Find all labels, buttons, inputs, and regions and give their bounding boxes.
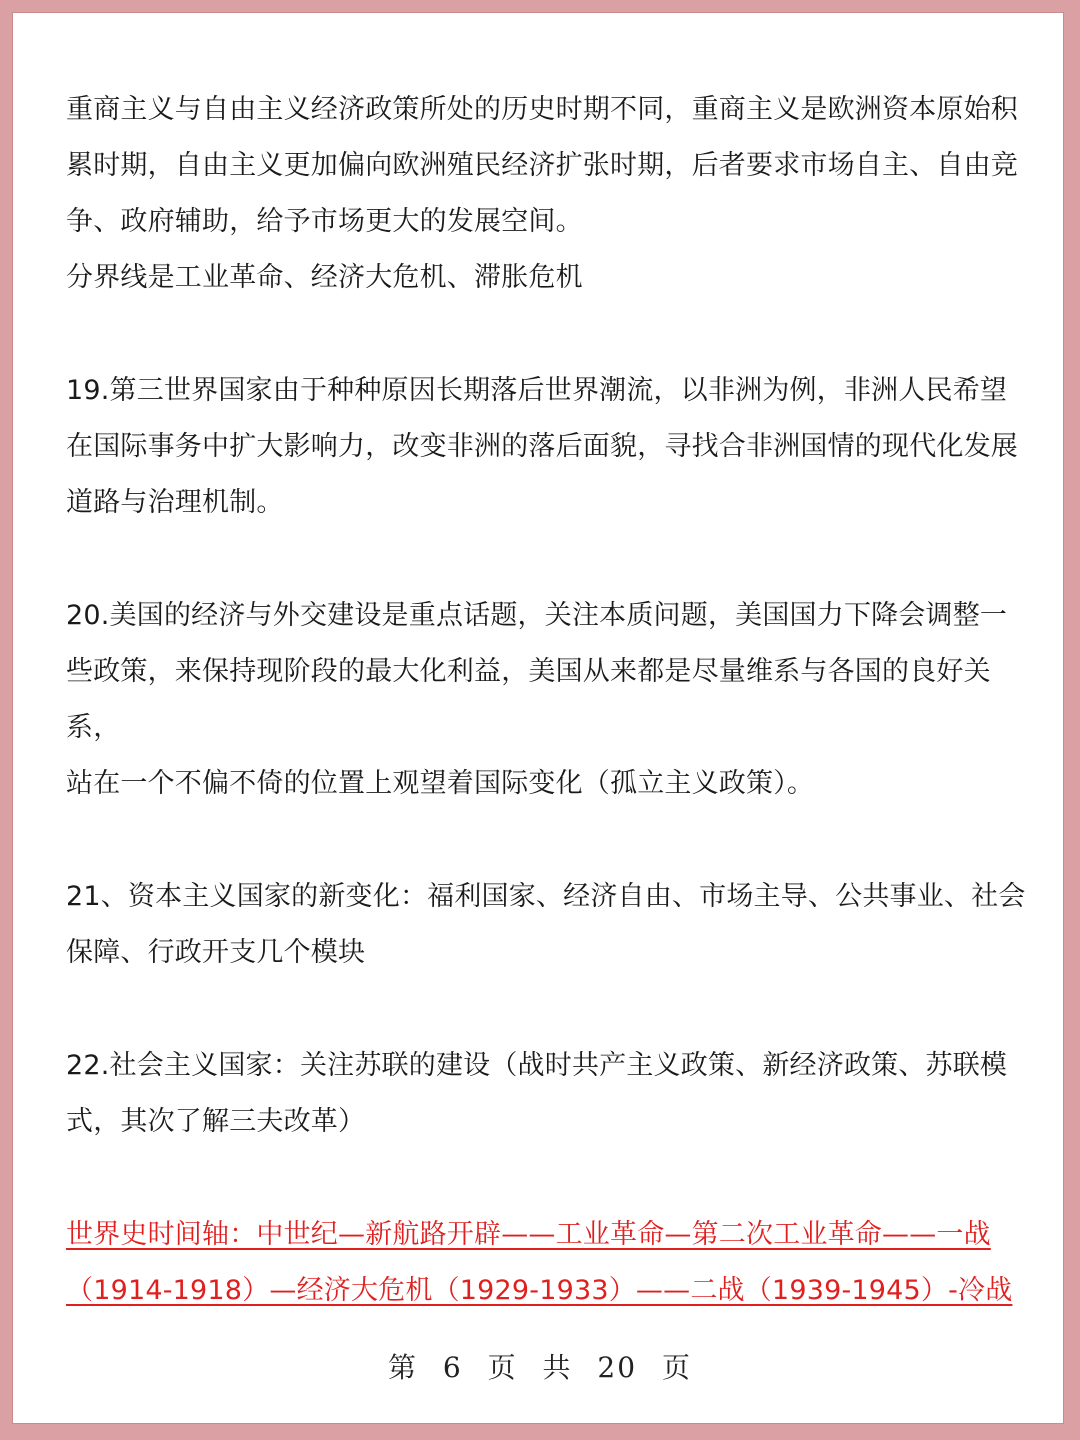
text-line: 些政策，来保持现阶段的最大化利益，美国从来都是尽量维系与各国的良好关系， [66, 656, 991, 743]
text-line: 累时期，自由主义更加偏向欧洲殖民经济扩张时期，后者要求市场自主、自由竞 [66, 150, 1018, 181]
text-line: 重商主义与自由主义经济政策所处的历史时期不同，重商主义是欧洲资本原始积 [66, 94, 1018, 125]
world-history-timeline [66, 1207, 1026, 1319]
text-line: 站在一个不偏不倚的位置上观望着国际变化（孤立主义政策）。 [66, 768, 815, 799]
timeline-line: （1914-1918）—经济大危机（1929-1933）——二战（1939-1945）-冷战 [66, 1275, 1013, 1306]
paragraph-gap [66, 1150, 1026, 1207]
paragraph-item-21 [66, 869, 1026, 981]
paragraph-gap [66, 306, 1026, 363]
document-body [66, 82, 1026, 1319]
paragraph-item-20 [66, 588, 1026, 812]
timeline-line: 世界史时间轴：中世纪—新航路开辟——工业革命—第二次工业革命——一战 [66, 1219, 991, 1250]
paragraph-item-22 [66, 1038, 1026, 1150]
text-line: 式，其次了解三夫改革） [66, 1106, 366, 1137]
paragraph-gap [66, 531, 1026, 588]
text-line: 保障、行政开支几个模块 [66, 937, 366, 968]
text-line: 22.社会主义国家：关注苏联的建设（战时共产主义政策、新经济政策、苏联模 [66, 1050, 1008, 1081]
paragraph-mercantilism [66, 82, 1026, 306]
text-line: 分界线是工业革命、经济大危机、滞胀危机 [66, 262, 583, 293]
paragraph-item-19 [66, 363, 1026, 531]
text-line: 19.第三世界国家由于种种原因长期落后世界潮流，以非洲为例，非洲人民希望 [66, 375, 1008, 406]
paragraph-gap [66, 812, 1026, 869]
text-line: 争、政府辅助，给予市场更大的发展空间。 [66, 206, 583, 237]
text-line: 21、资本主义国家的新变化：福利国家、经济自由、市场主导、公共事业、社会 [66, 881, 1026, 912]
paragraph-gap [66, 981, 1026, 1038]
text-line: 20.美国的经济与外交建设是重点话题，关注本质问题，美国国力下降会调整一 [66, 600, 1008, 631]
text-line: 在国际事务中扩大影响力，改变非洲的落后面貌，寻找合非洲国情的现代化发展 [66, 431, 1018, 462]
text-line: 道路与治理机制。 [66, 487, 284, 518]
page-number: 第 6 页 共 20 页 [388, 1351, 692, 1384]
